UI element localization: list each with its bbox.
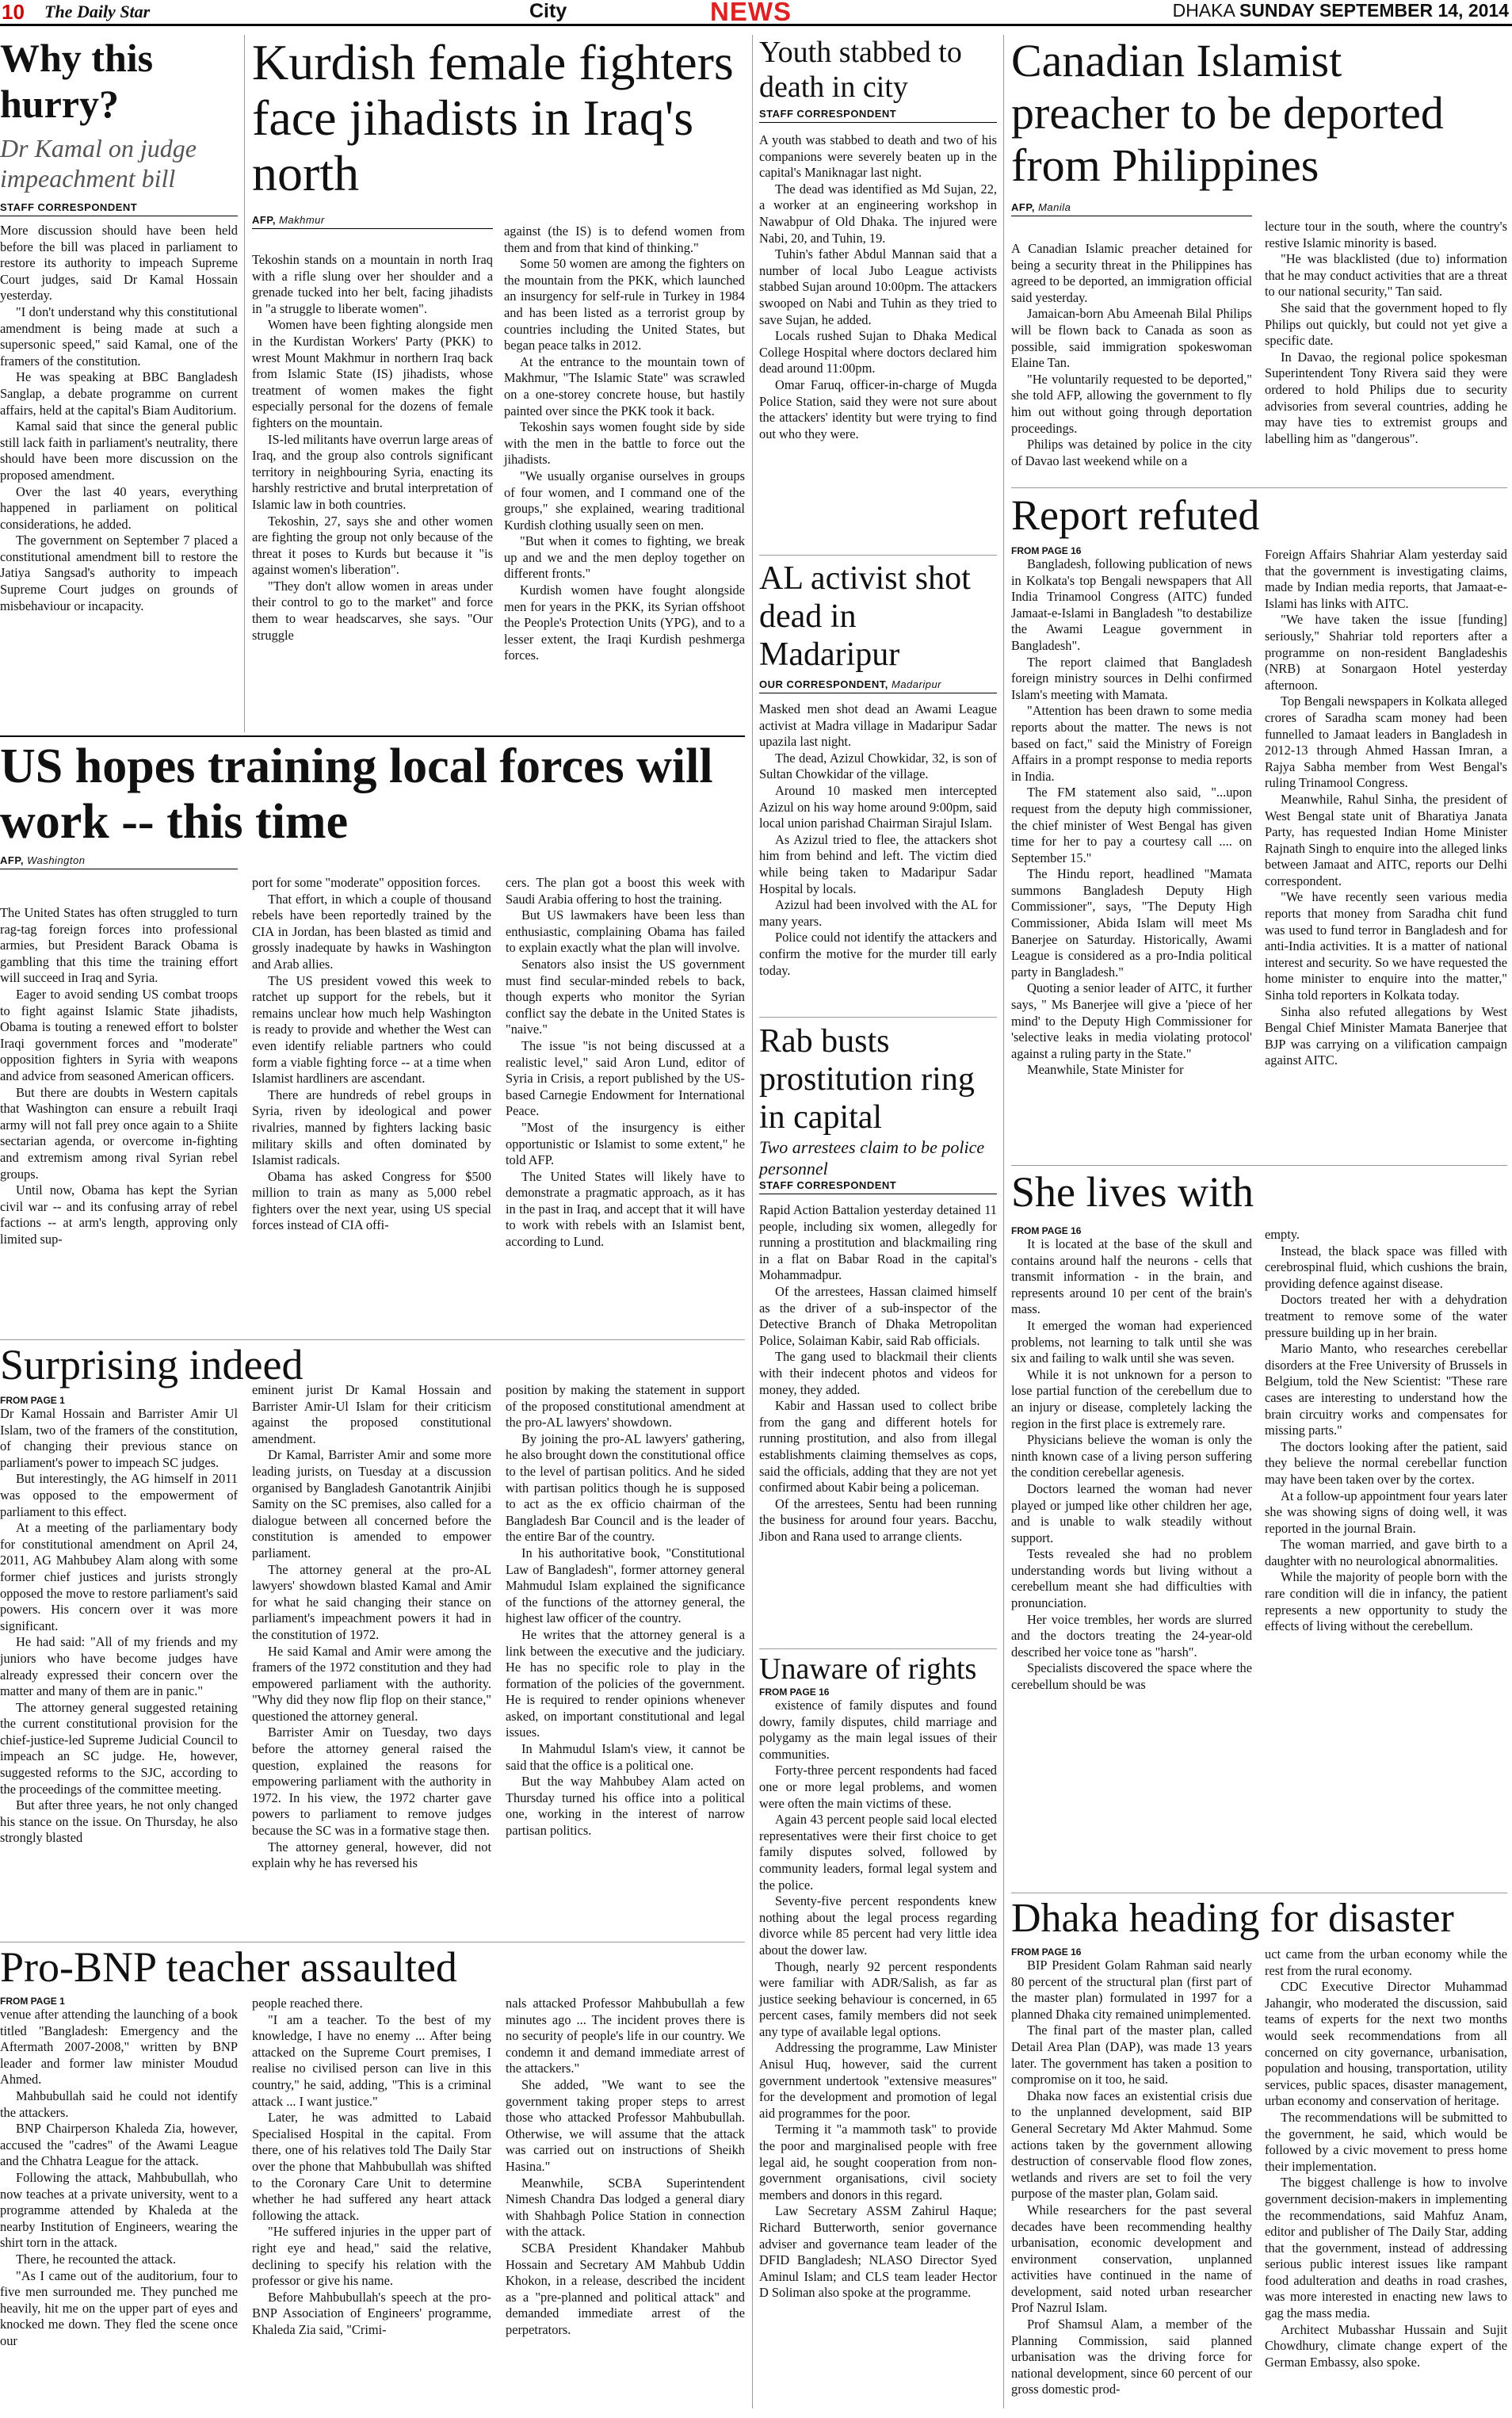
- paragraph: Addressing the programme, Law Minister Anisul Huq, however, said the current government undertook "extensive measures" for the development and promotion of legal aid programmes for the poor.: [759, 2040, 997, 2121]
- paragraph: lecture tour in the south, where the country's restive Islamic minority is based.: [1265, 219, 1507, 250]
- paragraph: While it is not unknown for a person to lose partial function of the cerebellum due to an injury or disease, completely lacking the region in the first place is extremely rare.: [1011, 1366, 1252, 1431]
- paragraph: Dr Kamal, Barrister Amir and some more leading jurists, on Tuesday at a discussion organised by Bangladesh Ganotantrik Ainjibi Samity on the SC premises, also called for a dialogue between all concerned before the constitution is amended to empower parliament.: [252, 1447, 491, 1560]
- paragraph: Senators also insist the US government must find secular-minded rebels to back, though experts who monitor the Syrian conflict say the debate in the United States is "naive.": [506, 956, 745, 1037]
- headline: She lives with: [1011, 1168, 1254, 1216]
- divider: [0, 1339, 745, 1340]
- article-body: [759, 1202, 997, 1545]
- masthead: [0, 0, 1512, 26]
- byline: STAFF CORRESPONDENT: [759, 1179, 997, 1194]
- paragraph: against (the IS) is to defend women from them and from that kind of thinking.": [504, 223, 745, 255]
- paragraph: Over the last 40 years, everything happened in parliament on political considerations, he added.: [0, 483, 238, 532]
- headline: Surprising indeed: [0, 1341, 304, 1389]
- category-label: NEWS: [710, 0, 792, 26]
- paragraph: Around 10 masked men intercepted Azizul on his way home around 9:00pm, said local union parishad Chairman Sirajul Islam.: [759, 782, 997, 831]
- paragraph: position by making the statement in support of the proposed constitutional amendment at the pro-AL lawyers' showdown.: [506, 1382, 745, 1431]
- paragraph: Architect Mubasshar Hussain and Sujit Chowdhury, climate change expert of the German Embassy, also spoke.: [1265, 2321, 1507, 2370]
- headline: Why this hurry?: [0, 36, 154, 126]
- paragraph: Kamal said that since the general public still lack faith in parliament's neutrality, there should have been more discussion on the proposed amendment.: [0, 418, 238, 483]
- article-body: [0, 2007, 238, 2349]
- article-body-column: [252, 252, 493, 644]
- continued-from: FROM PAGE 16: [1011, 545, 1082, 556]
- paragraph: venue after attending the launching of a book titled "Bangladesh: Emergency and the Aftermath 2007-2008," written by BNP leader and former law minister Moudud Ahmed.: [0, 2007, 238, 2088]
- article-pro-bnp-teacher: [0, 1943, 745, 1991]
- paragraph: existence of family disputes and found dowry, family disputes, child marriage and polygamy as the main legal issues of their communities.: [759, 1698, 997, 1762]
- paragraph: Instead, the black space was filled with cerebrospinal fluid, which cushions the brain, providing defence against disease.: [1265, 1243, 1507, 1291]
- deck: Two arrestees claim to be police personnel: [759, 1137, 985, 1178]
- paragraph: "He suffered injuries in the upper part of right eye and head," said the relative, declining to specify his relation with the professor or give his name.: [252, 2224, 491, 2289]
- paragraph: Before Mahbubullah's speech at the pro-BNP Association of Engineers' programme, Khaleda Zia said, "Crimi-: [252, 2289, 491, 2337]
- paragraph: At a meeting of the parliamentary body for constitutional amendment on April 24, 2011, AG Mahbubey Alam along with some former chief justices and jurists strongly opposed the move to restore parliament's said powers. His concern over it was more significant.: [0, 1520, 238, 1633]
- paragraph: "We have recently seen various media reports that money from Saradha chit fund was used to fund terror in Bangladesh and for anti-India activities. It is a matter of national interest and security. So we have requested the home minister to enquire into the matter," Sinha told reporters in Kolkata today.: [1265, 889, 1507, 1003]
- article-body-column: [506, 1996, 745, 2338]
- paragraph: The Hindu report, headlined "Mamata summons Bangladesh Deputy High Commissioner", says, "The Deputy High Commissioner, Abida Islam will meet Ms Banerjee on Saturday. Historically, Awami League is considered as a pro-India political party in Bangladesh.": [1011, 866, 1252, 980]
- article-body-column: [252, 875, 491, 1234]
- continued-from: FROM PAGE 1: [0, 1996, 65, 2007]
- paragraph: "He was blacklisted (due to) information that he may conduct activities that are a threat to our national security," Tan said.: [1265, 251, 1507, 300]
- paragraph: Law Secretary ASSM Zahirul Haque; Richard Butterworth, senior governance adviser and governance team leader of the DFID Bangladesh; NLASO Director Syed Aminul Islam; and CLS team leader Hector D Soliman also spoke at the programme.: [759, 2203, 997, 2301]
- article-body: [0, 1406, 238, 1847]
- paragraph: She added, "We want to see the government taking proper steps to arrest those who attacked Professor Mahbubullah. Otherwise, we will assume that the attack was carried out on instructions of Sheikh Hasina.": [506, 2076, 745, 2174]
- paragraph: The issue "is not being discussed at a realistic level," said Aron Lund, editor of Syria in Crisis, a report published by the US-based Carnegie Endowment for International Peace.: [506, 1037, 745, 1119]
- paragraph: empty.: [1265, 1227, 1300, 1242]
- byline-source: AFP,: [252, 214, 276, 226]
- continued-from: FROM PAGE 16: [1011, 1946, 1082, 1958]
- headline: Unaware of rights: [759, 1652, 977, 1686]
- paragraph: Again 43 percent people said local elected representatives were their first choice to get family disputes solved, followed by community leaders, formal legal system and the police.: [759, 1812, 997, 1893]
- article-unaware-of-rights: [759, 1652, 997, 2301]
- column-rule: [752, 35, 753, 2408]
- byline-place: Washington: [27, 854, 86, 866]
- paragraph: By joining the pro-AL lawyers' gathering, he also brought down the constitutional office to the level of partisan politics. And he sided with partisan politics though he is supposed to act as the ex officio chairman of the Bangladesh Bar Council and is the leader of the entire Bar of the country.: [506, 1431, 745, 1545]
- paragraph: Prof Shamsul Alam, a member of the Planning Commission, said planned urbanisation was the driving force for national development, since 60 percent of our gross domestic prod-: [1011, 2317, 1252, 2397]
- paragraph: The gang used to blackmail their clients with their indecent photos and videos for money, they added.: [759, 1349, 997, 1397]
- article-kurdish-fighters: [252, 35, 745, 229]
- paragraph: But after three years, he not only changed his stance on the issue. On Thursday, he also strongly blasted: [0, 1797, 238, 1846]
- paragraph: Of the arrestees, Sentu had been running the business for around four years. Bacchu, Jibon and Rana used to arrange clients.: [759, 1495, 997, 1544]
- paragraph: Some 50 women are among the fighters on the mountain from the PKK, which launched an insurgency for self-rule in Turkey in 1984 and has been listed as a terrorist group by countries including the United States, but began peace talks in 2012.: [504, 256, 745, 353]
- paragraph: Tekoshin stands on a mountain in north Iraq with a rifle slung over her shoulder and a grenade tucked into her belt, facing jihadists in "a struggle to liberate women".: [252, 252, 493, 316]
- paragraph: The United States will likely have to demonstrate a pragmatic approach, as it has in the past in Iraq, and accept that it will have to work with rebels with an Islamist bent, according to Lund.: [506, 1168, 745, 1250]
- paragraph: Eager to avoid sending US combat troops to fight against Islamic State jihadists, Obama is touting a renewed effort to bolster Iraqi government forces and "moderate" opposition fighters in Syria with weapons and advice from seasoned American officers.: [0, 986, 238, 1083]
- article-why-this-hurry: [0, 35, 238, 614]
- article-body-column: [252, 1996, 491, 2338]
- paragraph: He writes that the attorney general is a link between the executive and the judiciary. He has no specific role to play in the formation of the policies of the government. He is required to render opinions whenever asked, on important constitutional and legal issues.: [506, 1626, 745, 1740]
- paragraph: There, he recounted the attack.: [16, 2251, 177, 2267]
- paragraph: Tekoshin, 27, says she and other women are fighting the group not only because of the threat it poses to Kurds but because it "is against women's liberation".: [252, 513, 493, 578]
- headline: Report refuted: [1011, 491, 1260, 539]
- article-body-column: [0, 1996, 238, 2349]
- article-she-lives-with: [1011, 1168, 1507, 1216]
- dateline-date: SUNDAY SEPTEMBER 14, 2014: [1239, 0, 1509, 21]
- column-rule: [1003, 35, 1004, 2408]
- paragraph: The recommendations will be submitted to the government, he said, which would be followed by a civic movement to press home their implementation.: [1265, 2109, 1507, 2174]
- paragraph: Rapid Action Battalion yesterday detained 11 people, including six women, allegedly for running a prostitution and blackmailing ring in a flat on Babar Road in the capital's Mohammadpur.: [759, 1202, 997, 1283]
- paragraph: The final part of the master plan, called Detail Area Plan (DAP), was made 13 years later. The government has taken a position to compromise on it too, he said.: [1011, 2023, 1252, 2088]
- paragraph: Doctors treated her with a dehydration treatment to remove some of the water pressure building up in her brain.: [1265, 1292, 1507, 1340]
- paragraph: eminent jurist Dr Kamal Hossain and Barrister Amir-Ul Islam for their criticism against the proposed constitutional amendment.: [252, 1382, 491, 1446]
- article-body-column: [0, 1395, 238, 1847]
- article-body-column: [504, 223, 745, 664]
- paragraph: The US president vowed this week to ratchet up support for the rebels, but it remains unclear how much help Washington is ready to provide and whether the West can even identify reliable partners who could form a viable fighting force -- at a time when Islamist hardliners are ascendant.: [252, 972, 491, 1087]
- byline-source: AFP,: [0, 854, 24, 866]
- paragraph: The attorney general, however, did not explain why he has reversed his: [252, 1839, 491, 1871]
- paragraph: While the majority of people born with the rare condition will die in infancy, the patient represents a new opportunity to study the effects of living without the cerebellum.: [1265, 1569, 1507, 1634]
- paragraph: But there are doubts in Western capitals that Washington can ensure a rebuilt Iraqi army will not fall prey once again to a Shiite sectarian agenda, or overcome in-fighting and extremism among rival Syrian rebel groups.: [0, 1084, 238, 1182]
- headline: Dhaka heading for disaster: [1011, 1896, 1454, 1941]
- article-body: [1011, 1958, 1252, 2398]
- divider: [1011, 1165, 1507, 1166]
- paragraph: Kurdish women have fought alongside men for years in the PKK, its Syrian offshoot the People's Protection Units (YPG), and to a lesser extent, the Iraqi Kurdish peshmerga forces.: [504, 583, 745, 663]
- paragraph: But US lawmakers have been less than enthusiastic, complaining Obama has failed to explain exactly what the plan will involve.: [506, 907, 745, 956]
- article-body-column: [1011, 241, 1252, 469]
- article-report-refuted: [1011, 491, 1507, 539]
- byline: STAFF CORRESPONDENT: [0, 201, 238, 216]
- paragraph: The United States has often struggled to turn rag-tag foreign forces into professional armies, but President Barack Obama is gambling that this time the training effort will succeed in Iraq and Syria.: [0, 905, 238, 986]
- paragraph: "Attention has been drawn to some media reports about the matter. The news is not based on fact," said the Ministry of Foreign Affairs in a prompt response to media reports in India.: [1011, 703, 1252, 784]
- paragraph: The attorney general suggested retaining the current constitutional provision for the chief-justice-led Supreme Judicial Council to impeach an SC judge. He, however, suggested reforms to the SJC, according to the proceedings of the committee meeting.: [0, 1699, 238, 1797]
- byline: [252, 214, 493, 229]
- paragraph: It is located at the base of the skull and contains around half the neurons - cells that transmit information - in the brain, and represents around 10 per cent of the brain's mass.: [1011, 1236, 1252, 1317]
- headline: Youth stabbed to death in city: [759, 36, 962, 104]
- paragraph: At a follow-up appointment four years later she was showing signs of doing well, it was reported in the journal Brain.: [1265, 1488, 1507, 1536]
- paragraph: Dhaka now faces an existential crisis due to the unplanned development, said BIP General Secretary Md Akter Mahmud. Some actions taken by the government allowing destruction of conservable flood flow zones, wetlands and rivers are set to foil the very purpose of the master plan, Golam said.: [1011, 2088, 1252, 2202]
- paragraph: Seventy-five percent respondents knew nothing about the legal process regarding divorce while 85 percent had very little idea about the dower law.: [759, 1893, 997, 1958]
- article-body-column: [1265, 1946, 1507, 2370]
- paragraph: Tekoshin says women fought side by side with the men in the battle to force out the jihadists.: [504, 419, 745, 468]
- paragraph: Police could not identify the attackers and confirm the motive for the murder till early today.: [759, 930, 997, 978]
- paragraph: The report claimed that Bangladesh foreign ministry sources in Delhi confirmed Islam's meeting with Mamata.: [1011, 654, 1252, 702]
- paragraph: Masked men shot dead an Awami League activist at Madra village in Madaripur Sadar upazila last night.: [759, 701, 997, 750]
- article-body-column: [506, 1382, 745, 1839]
- paragraph: Azizul had been involved with the AL for many years.: [759, 897, 997, 929]
- paragraph: A youth was stabbed to death and two of his companions were severely beaten up in the capital's Maniknagar last night.: [759, 132, 997, 181]
- divider: [759, 555, 997, 556]
- article-body-column: [1265, 219, 1507, 447]
- dateline-city: DHAKA: [1172, 0, 1235, 21]
- divider: [759, 1648, 997, 1649]
- deck: Dr Kamal on judge impeachment bill: [0, 134, 197, 193]
- dateline: [1173, 0, 1509, 21]
- article-body: [759, 701, 997, 979]
- paragraph: "We have taken the issue [funding] seriously," Shahriar told reporters after a programme on non-resident Bangladeshis (NRB) at Sonargaon Hotel yesterday afternoon.: [1265, 612, 1507, 693]
- byline: [0, 854, 238, 869]
- paragraph: BIP President Golam Rahman said nearly 80 percent of the structural plan (first part of the master plan) formulated in 1997 for a planned Dhaka city remained unimplemented.: [1011, 1958, 1252, 2022]
- article-youth-stabbed: [759, 35, 997, 442]
- paragraph: Specialists discovered the space where the cerebellum should be was: [1011, 1660, 1252, 1693]
- paragraph: Foreign Affairs Shahriar Alam yesterday said that the government is investigating claims, made by Indian media reports, that Jamaat-e-Islami has links with AITC.: [1265, 547, 1507, 611]
- paragraph: The doctors looking after the patient, said they believe the normal cerebellar function may have been taken over by the cortex.: [1265, 1438, 1507, 1487]
- paragraph: Doctors learned the woman had never played or jumped like other children her age, and is unable to walk steadily without support.: [1011, 1480, 1252, 1545]
- paragraph: "But when it comes to fighting, we break up and we and the men deploy together on different fronts.": [504, 533, 745, 582]
- article-body-column: [506, 875, 745, 1251]
- article-body: [0, 223, 238, 614]
- paragraph: port for some "moderate" opposition forces.: [252, 875, 481, 890]
- article-body: [759, 132, 997, 442]
- paragraph: SCBA President Khandaker Mahbub Hossain and Secretary AM Mahbub Uddin Khokon, in a release, described the incident as a "pre-planned and political attack" and demanded immediate arrest of the perpetrators.: [506, 2240, 745, 2337]
- paragraph: That effort, in which a couple of thousand rebels have been reportedly trained by the CIA in Jordan, has been blasted as timid and grossly inadequate by hawks in Washington and Arab allies.: [252, 891, 491, 972]
- continued-from: FROM PAGE 16: [759, 1686, 830, 1698]
- paragraph: IS-led militants have overrun large areas of Iraq, and the group also controls significant territory in neighbouring Syria, enacting its harshly restrictive and brutal interpretation of Islamic law in both countries.: [252, 431, 493, 512]
- paragraph: Mario Manto, who researches cerebellar disorders at the Free University of Brussels in Belgium, told the New Scientist: "These rare cases are interesting to understand how the brain circuitry works and compensates for missing parts.": [1265, 1341, 1507, 1438]
- paragraph: He was speaking at BBC Bangladesh Sanglap, a debate programme on current affairs, held at the capital's Biam Auditorium.: [0, 369, 238, 418]
- paragraph: At the entrance to the mountain town of Makhmur, "The Islamic State" was scrawled on a one-storey concrete house, but hastily painted over since the PKK took it back.: [504, 353, 745, 418]
- paragraph: Tests revealed she had no problem understanding words but living without a cerebellum meant she had difficulties with pronunciation.: [1011, 1546, 1252, 1611]
- article-dhaka-disaster: [1011, 1896, 1507, 1942]
- paragraph: "He voluntarily requested to be deported," she told AFP, allowing the government to fly him out without going through deportation proceedings.: [1011, 371, 1252, 436]
- divider: [1011, 487, 1507, 488]
- paragraph: Jamaican-born Abu Ameenah Bilal Philips will be flown back to Canada as soon as possible, said immigration spokeswoman Elaine Tan.: [1011, 306, 1252, 371]
- article-canadian-preacher: [1011, 35, 1507, 216]
- paragraph: In Davao, the regional police spokesman Superintendent Tony Rivera said they were ordered to hold Philips due to security advisories from several countries, adding he may have ties to extremist groups and labelling him as "dangerous".: [1265, 349, 1507, 446]
- paper-name: The Daily Star: [44, 2, 151, 21]
- byline-place: Manila: [1038, 201, 1071, 213]
- article-us-training: [0, 739, 745, 869]
- paragraph: Bangladesh, following publication of news in Kolkata's top Bengali newspapers that All India Trinamool Congress (AITC) funded Jamaat-e-Islami in Bangladesh "to destabilize the Awami League government in Bangladesh".: [1011, 556, 1252, 653]
- paragraph: Later, he was admitted to Labaid Specialised Hospital in the capital. From there, one of his relatives told The Daily Star over the phone that Mahbubullah was shifted to the Coronary Care Unit to determine whether he had suffered any heart attack following the attack.: [252, 2110, 491, 2223]
- paragraph: Until now, Obama has kept the Syrian civil war -- and its confusing array of rebel factions -- at arm's length, approving only limited sup-: [0, 1182, 238, 1247]
- paragraph: Top Bengali newspapers in Kolkata alleged crores of Saradha scam money had been funnelled to Jamaat leaders in Bangladesh in 2012-13 through Ahmed Hassan Imran, a Rajya Sabha member from West Bengal's ruling Trinamool Congress.: [1265, 693, 1507, 791]
- headline: AL activist shot dead in Madaripur: [759, 560, 971, 673]
- paragraph: Tuhin's father Abdul Mannan said that a number of local Jubo League activists stabbed Sujan around 10:00pm. The attackers swooped on Nabi and Tuhin as they tried to save Sujan, he added.: [759, 246, 997, 327]
- article-al-activist: [759, 560, 997, 979]
- paragraph: Mahbubullah said he could not identify the attackers.: [0, 2088, 238, 2120]
- paragraph: There are hundreds of rebel groups in Syria, riven by ideological and power rivalries, manned by fighters lacking basic military skills and often dominated by Islamist radicals.: [252, 1087, 491, 1168]
- byline-place: Madaripur: [891, 678, 942, 690]
- paragraph: Forty-three percent respondents had faced one or more legal problems, and women were often the main victims of these.: [759, 1763, 997, 1811]
- paragraph: But interestingly, the AG himself in 2011 was opposed to the empowerment of parliament to this effect.: [0, 1471, 238, 1519]
- paragraph: Following the attack, Mahbubullah, who now teaches at a private university, went to a programme attended by Khaleda at the nearby Institution of Engineers, wearing the shirt torn in the attack.: [0, 2169, 238, 2251]
- byline: STAFF CORRESPONDENT: [759, 108, 997, 123]
- paragraph: nals attacked Professor Mahbubullah a few minutes ago ... The incident proves there is no security of people's life in our country. We condemn it and demand immediate arrest of the attackers.": [506, 1996, 745, 2076]
- paragraph: Terming it "a mammoth task" to provide the poor and marginalised people with free legal aid, he sought cooperation from non-government organisations, civil society members and donors in this regard.: [759, 2122, 997, 2202]
- column-rule: [244, 35, 245, 732]
- article-surprising-indeed: [0, 1341, 745, 1389]
- paragraph: "I don't understand why this constitutional amendment is being made at such a supersonic speed," said Kamal, one of the framers of the constitution.: [0, 304, 238, 369]
- article-body-column: [0, 905, 238, 1247]
- article-body-column: [1011, 1225, 1252, 1694]
- byline: [759, 678, 997, 693]
- paragraph: Locals rushed Sujan to Dhaka Medical College Hospital where doctors declared him dead around 11:00pm.: [759, 328, 997, 376]
- headline: Pro-BNP teacher assaulted: [0, 1943, 457, 1991]
- paragraph: "We usually organise ourselves in groups of four women, and I command one of the groups," she explained, wearing traditional Kurdish clothing usually seen on men.: [504, 468, 745, 533]
- paragraph: Quoting a senior leader of AITC, it further says, " Ms Banerjee will give a 'piece of her mind' to the Deputy High Commissioner for 'selective leaks in media violating protocol' against a ruling party in the State.": [1011, 980, 1252, 1061]
- paragraph: He had said: "All of my friends and my juniors who have become judges have already expressed their concern over the matter and many of them are in panic.": [0, 1634, 238, 1699]
- paragraph: "As I came out of the auditorium, four to five men surrounded me. They punched me heavily, hit me on the upper part of eyes and knocked me down. They fled the scene once our: [0, 2267, 238, 2348]
- article-body-column: [1011, 545, 1252, 1079]
- divider: [0, 735, 745, 737]
- paragraph: Her voice trembles, her words are slurred and the doctors treating the 24-year-old described her voice tone as "harsh".: [1011, 1611, 1252, 1660]
- article-body-column: [1265, 547, 1507, 1069]
- paragraph: Meanwhile, State Minister for: [1027, 1062, 1184, 1078]
- paragraph: She said that the government hoped to fly Philips out quickly, but could not yet give a specific date.: [1265, 300, 1507, 349]
- article-body: [1011, 1236, 1252, 1694]
- paragraph: Obama has asked Congress for $500 million to train as many as 5,000 rebel fighters over the next year, using US special forces instead of CIA offi-: [252, 1168, 491, 1233]
- page-number: 10: [2, 0, 25, 24]
- paragraph: Dr Kamal Hossain and Barrister Amir Ul Islam, two of the framers of the constitution, of changing their previous stance on parliament's power to impeach SC judges.: [0, 1406, 238, 1470]
- paragraph: Barrister Amir on Tuesday, two days before the attorney general raised the question, explained the reasons for empowering parliament with the authority in 1972. In his view, the 1972 charter gave powers to parliament to remove judges because the SC was in a formative stage then.: [252, 1725, 491, 1839]
- paragraph: cers. The plan got a boost this week with Saudi Arabia offering to host the training.: [506, 875, 745, 907]
- headline: Canadian Islamist preacher to be deported from Philippines: [1011, 35, 1444, 191]
- paragraph: Of the arrestees, Hassan claimed himself as the driver of a sub-inspector of the Detective Branch of Dhaka Metropolitan Police, Solaiman Kabir, said Rab officials.: [759, 1283, 997, 1348]
- paragraph: More discussion should have been held before the bill was placed in parliament to restore its authority to impeach Supreme Court judges, said Dr Kamal Hossain yesterday.: [0, 223, 238, 304]
- paragraph: Philips was detained by police in the city of Davao last weekend while on a: [1011, 437, 1252, 468]
- article-body-column: [1011, 1946, 1252, 2398]
- paragraph: The government on September 7 placed a constitutional amendment bill to restore the Jatiya Sangsad's authority to impeach Supreme Court judges on grounds of misbehaviour or incapacity.: [0, 533, 238, 613]
- paragraph: "They don't allow women in areas under their control to go to the market" and force them to wear headscarves, she says. "Our struggle: [252, 578, 493, 643]
- paragraph: But the way Mahbubey Alam acted on Thursday turned his office into a political one, working in the interest of narrow partisan politics.: [506, 1774, 745, 1839]
- paragraph: BNP Chairperson Khaleda Zia, however, accused the "cadres" of the Awami League and the Chhatra League for the attack.: [0, 2121, 238, 2169]
- article-body: [1011, 556, 1252, 1079]
- headline: Kurdish female fighters face jihadists in Iraq's north: [252, 34, 734, 201]
- divider: [759, 1017, 997, 1018]
- continued-from: FROM PAGE 1: [0, 1395, 65, 1406]
- paragraph: CDC Executive Director Muhammad Jahangir, who moderated the discussion, said teams of experts for the next two months would seek recommendations from all concerned on city governance, urbanisation, population and housing, transportation, utility services, public spaces, disaster management, urban economy and conservation of heritage.: [1265, 1979, 1507, 2109]
- paragraph: Meanwhile, SCBA Superintendent Nimesh Chandra Das lodged a general diary with Shahbagh Police Station in connection with the attack.: [506, 2175, 745, 2240]
- paragraph: Though, nearly 92 percent respondents were familiar with ADR/Salish, as far as justice seeking behaviour is concerned, in 65 percent cases, family members did not seek any type of available legal options.: [759, 1958, 997, 2039]
- paragraph: The dead, Azizul Chowkidar, 32, is son of Sultan Chowkidar of the village.: [759, 750, 997, 782]
- paragraph: "I am a teacher. To the best of my knowledge, I have no enemy ... After being attacked on the Supreme Court premises, I realise no civilised person can live in this country," he said, adding, "This is a criminal attack ... I want justice.": [252, 2011, 491, 2109]
- article-body: [759, 1698, 997, 2301]
- paragraph: In Mahmudul Islam's view, it cannot be said that the office is a political one.: [506, 1741, 745, 1773]
- paragraph: Meanwhile, Rahul Sinha, the president of West Bengal state unit of Bharatiya Janata Party, has requested Indian Home Minister Rajnath Singh to enquire into the alleged links between Jamaat and AITC, reports our Delhi correspondent.: [1265, 791, 1507, 888]
- paragraph: The FM statement also said, "...upon request from the deputy high commissioner, the chief minister of West Bengal has given time for her to pay a courtesy call .... on September 15.": [1011, 785, 1252, 865]
- paragraph: He said Kamal and Amir were among the framers of the 1972 constitution and they had empowered parliament with the authority. "Why did they now flip flop on their stance," questioned the attorney general.: [252, 1643, 491, 1724]
- paragraph: While researchers for the past several decades have been recommending healthy urbanisation, economic development and environment conservation, unplanned activities have continued in the name of development, said noted urban researcher Prof Nazrul Islam.: [1011, 2202, 1252, 2316]
- headline: US hopes training local forces will work -- this time: [0, 739, 713, 849]
- headline: Rab busts prostitution ring in capital: [759, 1023, 975, 1136]
- byline-source: AFP,: [1011, 201, 1035, 213]
- paragraph: uct came from the urban economy while the rest from the rural economy.: [1265, 1946, 1507, 1978]
- paragraph: It emerged the woman had experienced problems, not learning to talk until she was six and failing to walk until she was seven.: [1011, 1317, 1252, 1366]
- byline-source: OUR CORRESPONDENT,: [759, 678, 888, 690]
- paragraph: The biggest challenge is how to involve government decision-makers in implementing the recommendations, said Mahfuz Anam, editor and publisher of The Daily Star, adding that the government, instead of addressing serious public interest issues like rampant food adulteration and deaths in road crashes, was more interested in enacting new laws to gag the mass media.: [1265, 2175, 1507, 2321]
- paragraph: The woman married, and gave birth to a daughter with no neurological abnormalities.: [1265, 1537, 1507, 1568]
- paragraph: Sinha also refuted allegations by West Bengal Chief Minister Mamata Banerjee that BJP was carrying on a vilification campaign against AITC.: [1265, 1003, 1507, 1068]
- paragraph: Physicians believe the woman is only the ninth known case of a living person suffering the condition cerebellar agenesis.: [1011, 1432, 1252, 1480]
- section-label: City: [529, 0, 567, 22]
- paragraph: Omar Faruq, officer-in-charge of Mugda Police Station, said they were not sure about the attackers' identity but were trying to find out who they were.: [759, 376, 997, 441]
- paragraph: people reached there.: [252, 1996, 363, 2011]
- article-body-column: [1265, 1227, 1507, 1635]
- byline: [1011, 201, 1252, 216]
- paragraph: As Azizul tried to flee, the attackers shot him from behind and left. The victim died while being taken to Madaripur Sadar Hospital by locals.: [759, 831, 997, 896]
- paragraph: "Most of the insurgency is either opportunistic or Islamist to some extent," he told AFP.: [506, 1119, 745, 1168]
- paragraph: A Canadian Islamic preacher detained for being a security threat in the Philippines has agreed to be deported, an immigration official said yesterday.: [1011, 241, 1252, 305]
- article-rab-busts: [759, 1022, 997, 1545]
- paragraph: The attorney general at the pro-AL lawyers' showdown blasted Kamal and Amir for what he said changing their stance on parliament's impeachment powers it had in the constitution of 1972.: [252, 1561, 491, 1642]
- paragraph: Kabir and Hassan used to collect bribe from the gang and different hotels for running prostitution, and also from illegal establishments claiming themselves as cops, said the officials, adding that they are not yet confirmed about Kabir being a policeman.: [759, 1398, 997, 1495]
- paragraph: The dead was identified as Md Sujan, 22, a worker at an engineering workshop in Nawabpur of Old Dhaka. The injured were Nabi, 20, and Tuhin, 19.: [759, 181, 997, 246]
- continued-from: FROM PAGE 16: [1011, 1225, 1082, 1236]
- paragraph: Women have been fighting alongside men in the Kurdistan Workers' Party (PKK) to wrest Mount Makhmur in northern Iraq back from Islamic State (IS) jihadists, whose treatment of women makes the fight especially personal for the dozens of female fighters on the mountain.: [252, 317, 493, 430]
- article-body-column: [252, 1382, 491, 1872]
- paragraph: In his authoritative book, "Constitutional Law of Bangladesh", former attorney general Mahmudul Islam explained the significance of the functions of the attorney general, the highest law officer of the country.: [506, 1545, 745, 1626]
- byline-place: Makhmur: [279, 214, 325, 226]
